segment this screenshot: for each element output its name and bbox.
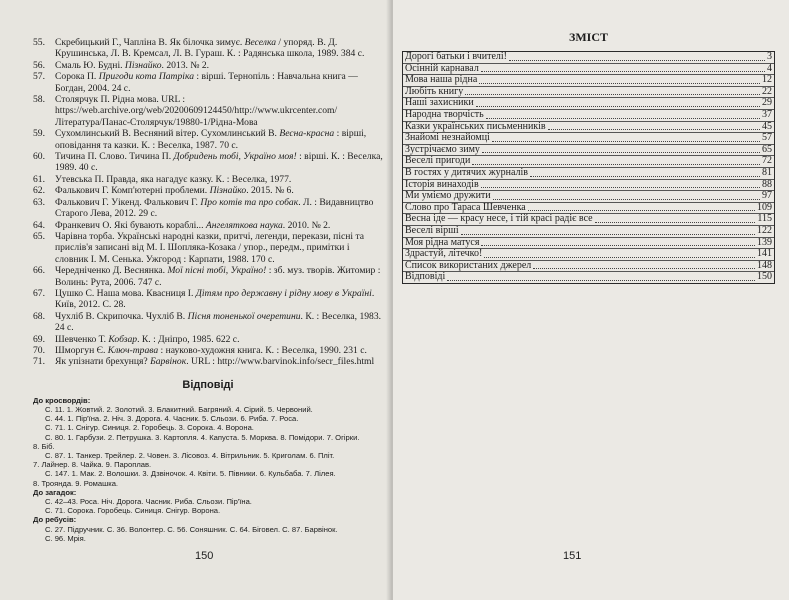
reference-number: 67. bbox=[33, 287, 45, 299]
reference-segment: Шевченко Т. bbox=[55, 333, 109, 345]
page-number-left: 150 bbox=[195, 550, 214, 562]
toc-entry-title: Список використаних джерел bbox=[405, 259, 532, 271]
toc-entry-page: 115 bbox=[757, 213, 772, 225]
reference-segment: Смаль Ю. Будні. bbox=[55, 59, 125, 71]
toc-leader-dots bbox=[479, 83, 760, 84]
reference-number: 61. bbox=[33, 173, 45, 185]
reference-number: 59. bbox=[33, 128, 45, 140]
toc-entry-title: Народна творчість bbox=[405, 108, 484, 120]
toc-entry-page: 22 bbox=[762, 85, 772, 97]
toc-entry-page: 109 bbox=[757, 201, 772, 213]
reference-title: Ключ-трава bbox=[107, 344, 159, 356]
reference-segment: : науково-художня книга. К. : Веселка, 1990. 231 с. bbox=[158, 344, 367, 356]
reference-item bbox=[33, 288, 383, 311]
toc-entry bbox=[403, 191, 774, 203]
reference-text bbox=[55, 128, 383, 151]
toc-entry-page: 12 bbox=[762, 74, 772, 86]
reference-segment: . URL : http://www.barvinok.info/secr_files.html bbox=[186, 356, 375, 368]
reference-title: Пізнайко bbox=[124, 59, 162, 71]
toc-entry-title: Мова наша рідна bbox=[405, 74, 478, 86]
reference-segment: Утевська П. Правда, яка нагадує казку. К. : Веселка, 1977. bbox=[55, 173, 292, 185]
answer-line: С. 80. 1. Гарбузи. 2. Петрушка. 3. Картопля. 4. Капуста. 5. Морква. 8. Помідори. 7. Огірки. bbox=[45, 432, 360, 442]
toc-entry-page: 3 bbox=[767, 51, 772, 62]
reference-item bbox=[33, 71, 383, 94]
toc-leader-dots bbox=[493, 199, 760, 200]
toc-leader-dots bbox=[481, 245, 755, 246]
reference-item bbox=[33, 220, 383, 231]
toc-entry-title: Слово про Тараса Шевченка bbox=[405, 201, 526, 213]
toc-entry bbox=[403, 110, 774, 122]
reference-item bbox=[33, 174, 383, 185]
toc-entry-title: Знайомі незнайомці bbox=[405, 132, 490, 144]
toc-leader-dots bbox=[461, 234, 755, 235]
toc-leader-dots bbox=[528, 210, 755, 211]
toc-entry bbox=[403, 226, 774, 238]
reference-number: 71. bbox=[33, 356, 45, 368]
toc-entry-title: Відповіді bbox=[405, 271, 446, 283]
toc-entry bbox=[403, 261, 774, 273]
toc-entry-page: 37 bbox=[762, 108, 772, 120]
toc-entry-page: 139 bbox=[757, 236, 772, 248]
reference-segment: Чарівна торба. Українські народні казки, притчі, легенди, перекази, пісні та прислів'я записані від М. І. Шопляка-Козака / упор., передм., примітки і словник І. М. Сенька. Ужгород : Карпати, 1988. 170 с. bbox=[55, 230, 365, 265]
toc-entry-page: 122 bbox=[757, 224, 772, 236]
reference-segment: . 2015. № 6. bbox=[246, 185, 294, 197]
reference-segment: . К. : Дніпро, 1985. 622 с. bbox=[137, 333, 240, 345]
toc-entry-page: 29 bbox=[762, 97, 772, 109]
toc-leader-dots bbox=[476, 106, 760, 107]
toc-entry-page: 148 bbox=[757, 259, 772, 271]
reference-segment: Як упізнати брехунця? bbox=[55, 356, 151, 368]
reference-item bbox=[33, 345, 383, 356]
toc-entry-title: Наші захисники bbox=[405, 97, 474, 109]
reference-segment: . К. : Веселка, 1983. 24 с. bbox=[55, 310, 382, 334]
reference-number: 55. bbox=[33, 37, 45, 48]
reference-text bbox=[55, 356, 383, 367]
toc-entry-title: Веселі пригоди bbox=[405, 155, 471, 167]
reference-item bbox=[33, 197, 383, 220]
toc-entry-page: 72 bbox=[762, 155, 772, 167]
toc-leader-dots bbox=[465, 94, 760, 95]
reference-segment: Скребицький Г., Чапліна В. Як білочка зимує. bbox=[55, 37, 245, 48]
reference-number: 64. bbox=[33, 219, 45, 231]
answers-section-heading: До ребусів: bbox=[33, 515, 77, 525]
toc-entry-page: 150 bbox=[757, 271, 772, 283]
reference-item bbox=[33, 94, 383, 128]
toc-leader-dots bbox=[472, 164, 760, 165]
toc-entry-title: Історія винаходів bbox=[405, 178, 479, 190]
toc-entry bbox=[403, 52, 774, 64]
toc-entry-page: 4 bbox=[767, 62, 772, 74]
toc-entry bbox=[403, 249, 774, 261]
toc-leader-dots bbox=[530, 176, 760, 177]
reference-text bbox=[55, 60, 383, 71]
toc-entry-title: Осінній карнавал bbox=[405, 62, 479, 74]
reference-segment: Чередніченко Д. Веснянка. bbox=[55, 265, 168, 277]
reference-text bbox=[55, 94, 383, 128]
toc-entry-title: Любіть книгу bbox=[405, 85, 464, 97]
reference-number: 56. bbox=[33, 59, 45, 71]
toc-entry-title: В гостях у дитячих журналів bbox=[405, 166, 528, 178]
toc-entry-page: 97 bbox=[762, 190, 772, 202]
reference-number: 58. bbox=[33, 94, 45, 106]
reference-number: 62. bbox=[33, 185, 45, 197]
toc-entry-page: 65 bbox=[762, 143, 772, 155]
toc-entry-title: Зустрічаємо зиму bbox=[405, 143, 480, 155]
reference-title: Дітям про державну і рідну мову в Україні bbox=[195, 287, 372, 299]
toc-entry-page: 81 bbox=[762, 166, 772, 178]
reference-title: Добридень тобі, Україно моя! bbox=[173, 151, 297, 163]
answers-heading: Відповіді bbox=[182, 378, 234, 391]
reference-title: Ангеляткова наука bbox=[205, 219, 283, 231]
reference-text bbox=[55, 231, 383, 265]
reference-segment: . 2013. № 2. bbox=[161, 59, 210, 71]
reference-segment: Фалькович Г. Уікенд. Фалькович Г. bbox=[55, 196, 201, 208]
reference-text bbox=[55, 185, 383, 196]
reference-item bbox=[33, 151, 383, 174]
reference-title: Мої пісні тобі, Україно! bbox=[167, 265, 267, 277]
reference-item bbox=[33, 37, 383, 60]
toc-entry bbox=[403, 272, 774, 283]
reference-segment: Сухомлинський В. Весняний вітер. Сухомлинський В. bbox=[55, 128, 280, 140]
toc-leader-dots bbox=[492, 141, 760, 142]
reference-title: Пізнайко bbox=[209, 185, 247, 197]
answer-line: С. 11. 1. Жовтий. 2. Золотий. 3. Блакитний. Багряний. 4. Сірий. 5. Червоний. bbox=[45, 404, 313, 414]
reference-item bbox=[33, 231, 383, 265]
reference-text bbox=[55, 151, 383, 174]
page-number-right: 151 bbox=[563, 550, 582, 562]
reference-segment: : вірші. Тернопіль : Навчальна книга — Богдан, 2004. 24 с. bbox=[55, 71, 358, 94]
reference-text bbox=[55, 288, 383, 311]
answer-line: С. 96. Мрія. bbox=[45, 533, 86, 543]
reference-number: 70. bbox=[33, 344, 45, 356]
answer-line: С. 87. 1. Танкер. Трейлер. 2. Човен. 3. Лісовоз. 4. Вітрильник. 5. Криголам. 6. Пліт. bbox=[45, 451, 335, 460]
table-of-contents bbox=[402, 51, 775, 284]
toc-entry bbox=[403, 133, 774, 145]
reference-text bbox=[55, 334, 383, 345]
answer-line: С. 71. Сорока. Горобець. Синиця. Снігур. Ворона. bbox=[45, 506, 221, 516]
toc-leader-dots bbox=[447, 280, 755, 281]
toc-leader-dots bbox=[533, 268, 755, 269]
reference-text bbox=[55, 311, 383, 334]
reference-text bbox=[55, 174, 383, 185]
toc-entry-title: Дорогі батьки і вчителі! bbox=[405, 51, 508, 62]
answer-line: С. 44. 1. Пір'їна. 2. Ніч. 3. Дорога. 4. Часник. 5. Сльози. 6. Риба. 7. Роса. bbox=[45, 414, 299, 424]
reference-segment: Фалькович Г. Комп'ютерні проблеми. bbox=[55, 185, 210, 197]
toc-leader-dots bbox=[481, 187, 760, 188]
reference-number: 68. bbox=[33, 310, 45, 322]
reference-segment: . Київ, 2012. С. 28. bbox=[55, 287, 375, 311]
reference-item bbox=[33, 60, 383, 71]
toc-entry-title: Казки українських письменників bbox=[405, 120, 546, 132]
reference-text bbox=[55, 197, 383, 220]
reference-segment: Столярчук П. Рідна мова. URL : https://web.archive.org/web/20200609124450/http://www.ukrcenter.com/Література/Панас-Столярчук/19880-1/Рідна-Мова bbox=[55, 94, 338, 128]
right-page bbox=[393, 0, 789, 600]
toc-leader-dots bbox=[486, 118, 760, 119]
reference-number: 69. bbox=[33, 333, 45, 345]
reference-title: Весна-красна bbox=[279, 128, 335, 140]
answers-section-heading: До загадок: bbox=[33, 487, 77, 497]
toc-leader-dots bbox=[548, 129, 760, 130]
toc-entry-title: Ми уміємо дружити bbox=[405, 190, 491, 202]
toc-leader-dots bbox=[484, 257, 755, 258]
reference-number: 57. bbox=[33, 71, 45, 83]
reference-number: 66. bbox=[33, 265, 45, 277]
toc-leader-dots bbox=[595, 222, 756, 223]
answer-line: С. 27. Підручник. С. 36. Волонтер. С. 56. Соняшник. С. 64. Біговел. С. 87. Барвінок. bbox=[45, 524, 338, 534]
reference-number: 63. bbox=[33, 196, 45, 208]
reference-title: Веселка bbox=[244, 37, 276, 48]
toc-entry-title: Веселі вірші bbox=[405, 224, 459, 236]
reference-text bbox=[55, 265, 383, 288]
toc-leader-dots bbox=[481, 71, 765, 72]
toc-entry-title: Моя рідна матуся bbox=[405, 236, 480, 248]
reference-title: Пригоди кота Патріка bbox=[98, 71, 194, 83]
reference-text bbox=[55, 345, 383, 356]
answers-section-heading: До кросвордів: bbox=[33, 395, 91, 405]
reference-text bbox=[55, 71, 383, 94]
toc-entry-page: 45 bbox=[762, 120, 772, 132]
toc-title: ЗМІСТ bbox=[569, 30, 608, 44]
answers-block bbox=[33, 396, 383, 543]
reference-text bbox=[55, 220, 383, 231]
reference-item bbox=[33, 311, 383, 334]
reference-list bbox=[33, 37, 383, 368]
reference-title: Пісня тоненької очеретини bbox=[187, 310, 301, 322]
reference-item bbox=[33, 334, 383, 345]
answer-line: 8. Троянда. 9. Ромашка. bbox=[33, 478, 119, 488]
reference-segment: Чухліб В. Скрипочка. Чухліб В. bbox=[55, 310, 188, 322]
reference-segment: : вірші. К. : Веселка, 1989. 40 с. bbox=[55, 151, 383, 174]
toc-entry-page: 57 bbox=[762, 132, 772, 144]
reference-title: Кобзар bbox=[108, 333, 138, 345]
toc-entry-title: Весна іде — красу несе, і тій красі радіє все bbox=[405, 213, 593, 225]
left-page bbox=[0, 0, 393, 600]
reference-item bbox=[33, 128, 383, 151]
toc-entry-title: Здрастуй, літечко! bbox=[405, 248, 483, 260]
reference-title: Барвінок bbox=[150, 356, 187, 368]
reference-segment: Шморгун Є. bbox=[55, 344, 108, 356]
reference-number: 65. bbox=[33, 230, 45, 242]
reference-segment: Сорока П. bbox=[55, 71, 99, 83]
toc-leader-dots bbox=[482, 152, 760, 153]
reference-item bbox=[33, 265, 383, 288]
reference-segment: Цушко С. Наша мова. Квасниця І. bbox=[55, 287, 196, 299]
reference-text bbox=[55, 37, 383, 60]
reference-number: 60. bbox=[33, 151, 45, 163]
reference-segment: Франкевич О. Які бувають кораблі... bbox=[55, 219, 206, 231]
reference-segment: : вірші, оповідання та казки. К. : Веселка, 1987. 70 с. bbox=[55, 128, 367, 151]
answer-line: 7. Лайнер. 8. Чайка. 9. Пароплав. bbox=[33, 460, 152, 470]
answer-line: С. 42–43. Роса. Ніч. Дорога. Часник. Риба. Сльози. Пір'їна. bbox=[45, 497, 252, 507]
reference-segment: Тичина П. Слово. Тичина П. bbox=[55, 151, 174, 163]
reference-segment: / упоряд. В. Д. Крушинська, Л. В. Кремсал, Л. В. Гураш. К. : Радянська школа, 1989. 384 с. bbox=[55, 37, 365, 60]
toc-entry-page: 88 bbox=[762, 178, 772, 190]
reference-item bbox=[33, 185, 383, 196]
answer-line: С. 71. 1. Снігур. Синиця. 2. Горобець. 3. Сорока. 4. Ворона. bbox=[45, 423, 254, 433]
answer-line: С. 147. 1. Мак. 2. Волошки. 3. Дзвіночок. 4. Квіти. 5. Півники. 6. Кульбаба. 7. Лілея. bbox=[45, 469, 336, 479]
reference-segment: . Л. : Видавництво Старого Лева, 2012. 29 с. bbox=[55, 196, 374, 220]
reference-segment: : зб. муз. творів. Житомир : Волинь: Рута, 2006. 747 с. bbox=[55, 265, 381, 288]
reference-title: Про котів та про собак bbox=[200, 196, 299, 208]
toc-leader-dots bbox=[509, 60, 765, 61]
reference-segment: . 2010. № 2. bbox=[282, 219, 331, 231]
answer-line: 8. Біб. bbox=[33, 441, 55, 451]
toc-entry bbox=[403, 168, 774, 180]
reference-item bbox=[33, 356, 383, 367]
toc-entry-page: 141 bbox=[757, 248, 772, 260]
